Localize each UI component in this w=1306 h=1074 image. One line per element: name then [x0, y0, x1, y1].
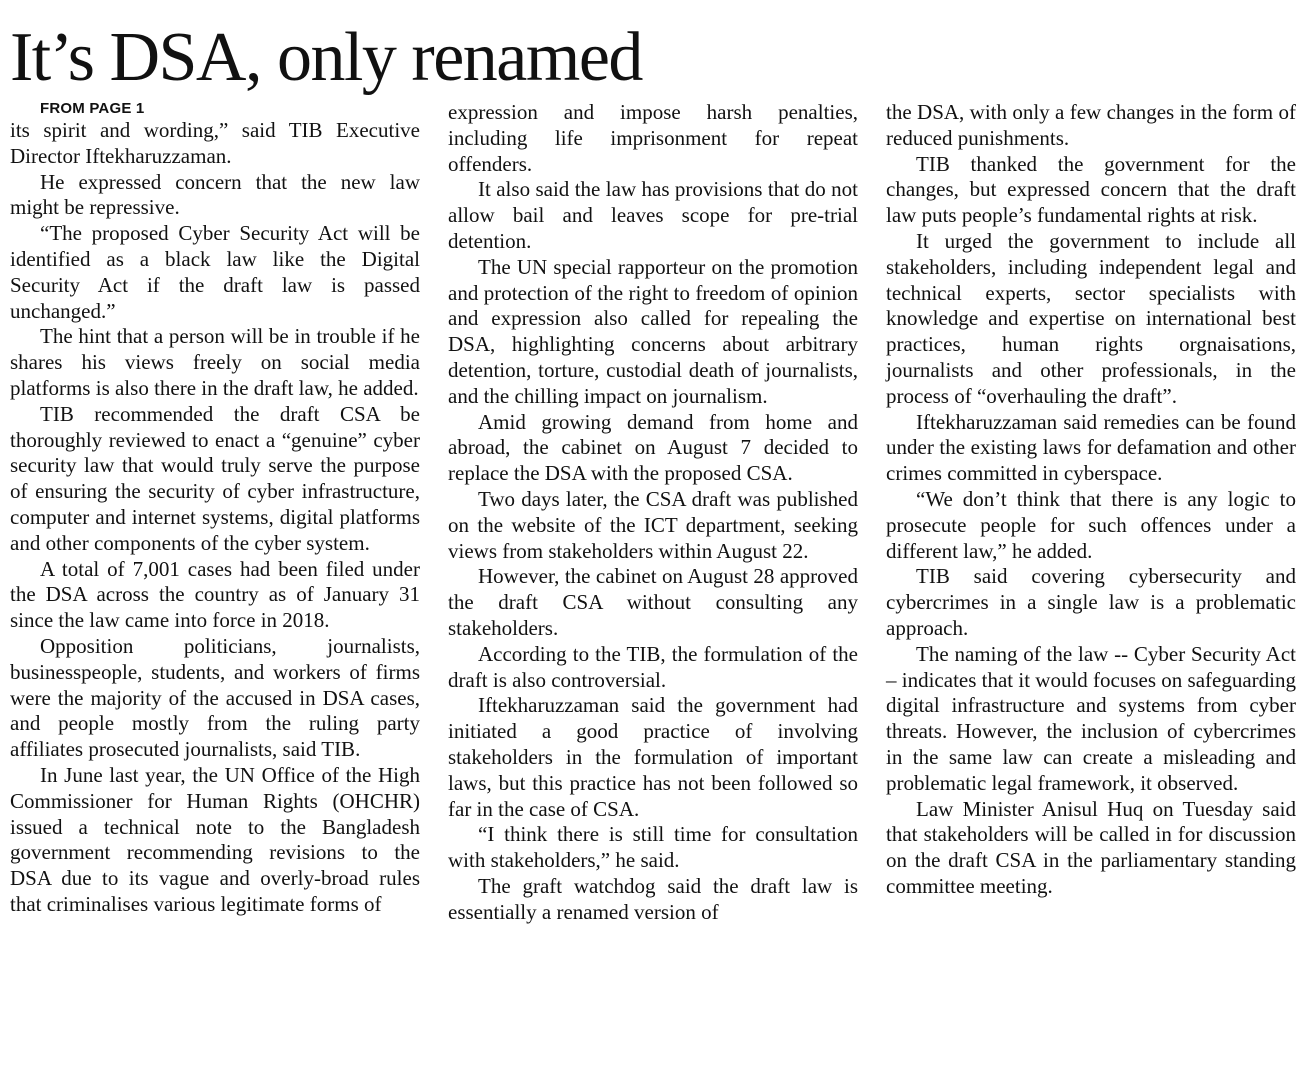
- paragraph: the DSA, with only a few changes in the form of reduced punishments.: [886, 100, 1296, 150]
- headline: It’s DSA, only renamed: [10, 19, 642, 96]
- paragraph: The hint that a person will be in trouble if he shares his views freely on social media platforms is also there in the draft law, he added.: [10, 324, 420, 400]
- paragraph: “The proposed Cyber Security Act will be identified as a black law like the Digital Security Act if the draft law is passed unchanged.”: [10, 221, 420, 323]
- paragraph: TIB said covering cybersecurity and cybercrimes in a single law is a problematic approach.: [886, 564, 1296, 640]
- paragraph: A total of 7,001 cases had been filed under the DSA across the country as of January 31 since the law came into force in 2018.: [10, 556, 420, 633]
- paragraph: Two days later, the CSA draft was published on the website of the ICT department, seeking views from stakeholders within August 22.: [448, 486, 858, 563]
- paragraph: “We don’t think that there is any logic to prosecute people for such offences under a different law,” he added.: [886, 486, 1296, 563]
- paragraph: TIB thanked the government for the changes, but expressed concern that the draft law puts people’s fundamental rights at risk.: [886, 151, 1296, 228]
- article-column-3: [886, 100, 1296, 900]
- paragraph: Iftekharuzzaman said the government had initiated a good practice of involving stakeholders in the formulation of important laws, but this practice has not been followed so far in the case of CSA.: [448, 693, 858, 821]
- paragraph: It also said the law has provisions that do not allow bail and leaves scope for pre-trial detention.: [448, 177, 858, 253]
- article-column-2: [448, 100, 858, 926]
- paragraph: Opposition politicians, journalists, businesspeople, students, and workers of firms were the majority of the accused in DSA cases, and people mostly from the ruling party affiliates prosecuted journalists, said TIB.: [10, 633, 420, 762]
- paragraph: its spirit and wording,” said TIB Executive Director Iftekharuzzaman.: [10, 118, 420, 168]
- paragraph: The UN special rapporteur on the promotion and protection of the right to freedom of opinion and expression also called for repealing the DSA, highlighting concerns about arbitrary detention, torture, custodial death of journalists, and the chilling impact on journalism.: [448, 254, 858, 408]
- paragraph: In June last year, the UN Office of the High Commissioner for Human Rights (OHCHR) issued a technical note to the Bangladesh government recommending revisions to the DSA due to its vague and overly-broad rules that criminalises various legitimate forms of: [10, 762, 420, 916]
- paragraph: Amid growing demand from home and abroad, the cabinet on August 7 decided to replace the DSA with the proposed CSA.: [448, 409, 858, 486]
- paragraph: However, the cabinet on August 28 approved the draft CSA without consulting any stakeholders.: [448, 564, 858, 640]
- paragraph: The naming of the law -- Cyber Security Act – indicates that it would focuses on safeguarding digital infrastructure and systems from cyber threats. However, the inclusion of cybercrimes in the same law can create a misleading and problematic legal framework, it observed.: [886, 641, 1296, 795]
- paragraph: He expressed concern that the new law might be repressive.: [10, 169, 420, 220]
- paragraph: Law Minister Anisul Huq on Tuesday said that stakeholders will be called in for discussion on the draft CSA in the parliamentary standing committee meeting.: [886, 796, 1296, 898]
- paragraph: The graft watchdog said the draft law is essentially a renamed version of: [448, 873, 858, 924]
- paragraph: expression and impose harsh penalties, including life imprisonment for repeat offenders.: [448, 100, 858, 176]
- paragraph: According to the TIB, the formulation of the draft is also controversial.: [448, 641, 858, 692]
- paragraph: It urged the government to include all stakeholders, including independent legal and technical experts, sector specialists with knowledge and expertise on international best practices, human rights orgnaisations, journalists and other professionals, in the process of “overhauling the draft”.: [886, 228, 1296, 408]
- article-column-1: [10, 100, 420, 918]
- paragraph: “I think there is still time for consultation with stakeholders,” he said.: [448, 822, 858, 873]
- jump-line: FROM PAGE 1: [40, 100, 145, 117]
- paragraph: Iftekharuzzaman said remedies can be found under the existing laws for defamation and other crimes committed in cyberspace.: [886, 409, 1296, 486]
- paragraph: TIB recommended the draft CSA be thoroughly reviewed to enact a “genuine” cyber security law that would truly serve the purpose of ensuring the security of cyber infrastructure, computer and internet systems, digital platforms and other components of the cyber system.: [10, 401, 420, 555]
